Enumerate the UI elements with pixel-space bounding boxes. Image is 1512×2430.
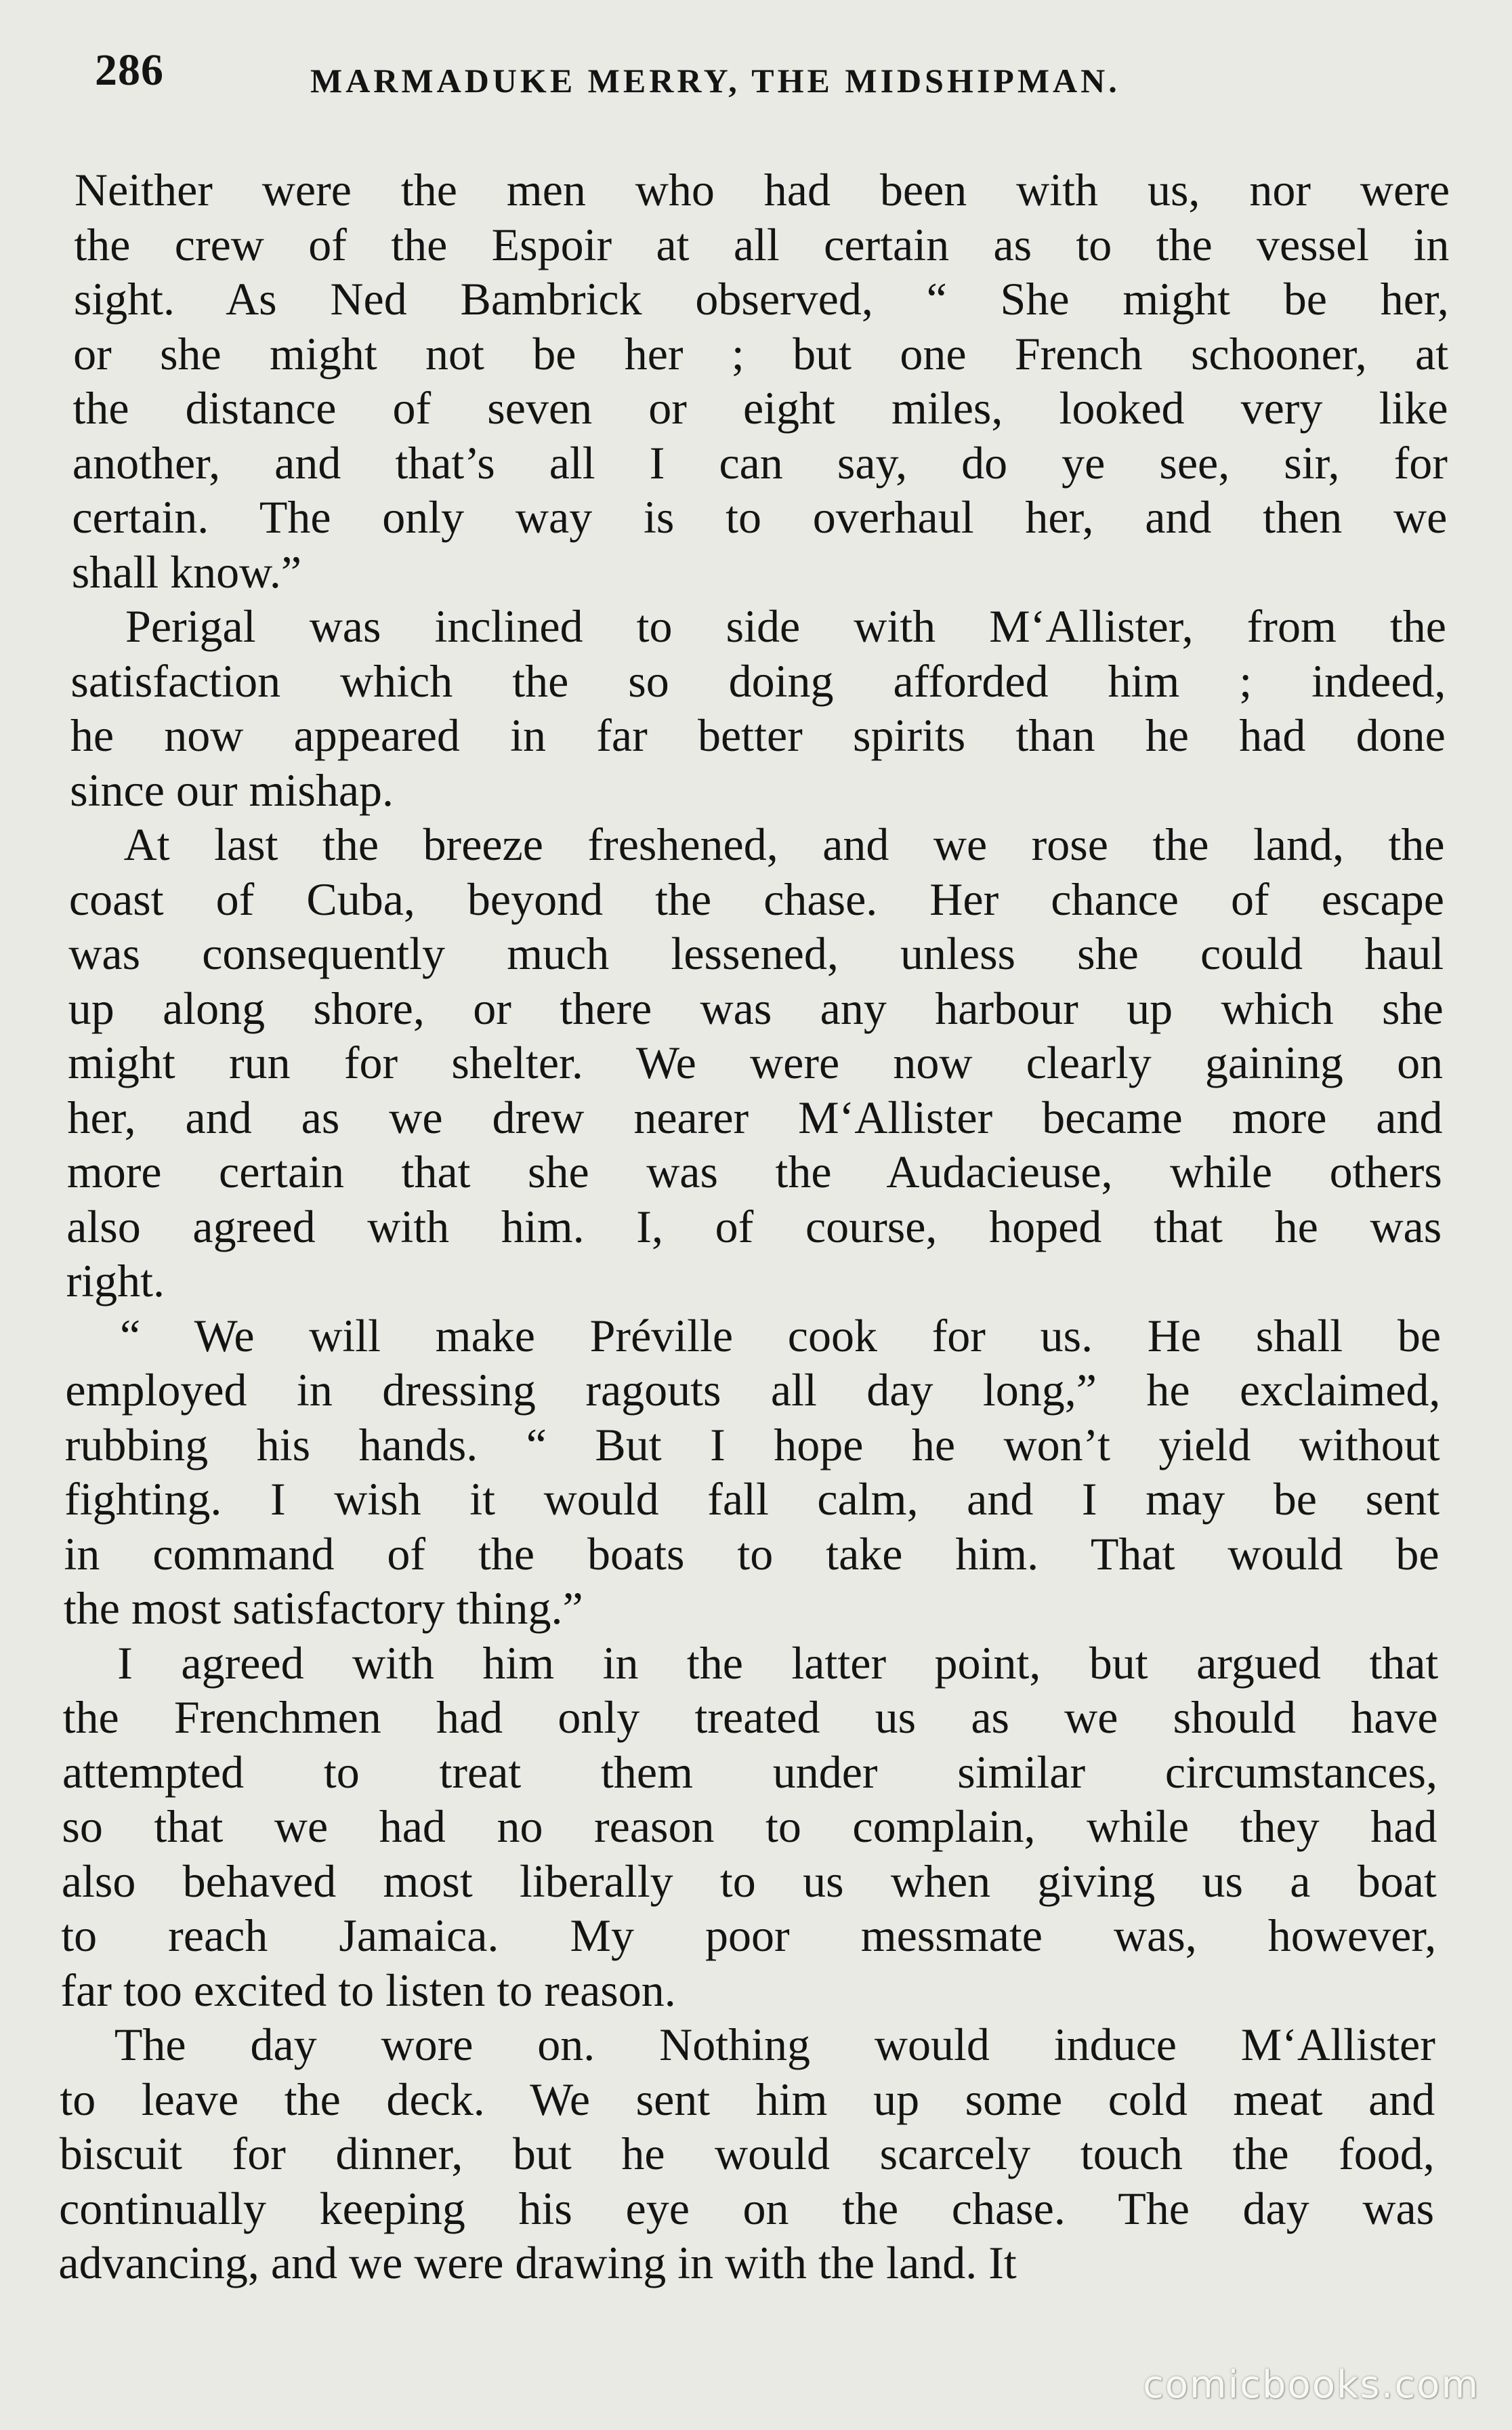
text-line: certain. The only way is to overhaul her, and then we [72,491,1448,543]
text-line: right. [66,1255,165,1306]
text-line: shall know.” [71,545,302,598]
text-line: the Frenchmen had only treated us as we should have [62,1691,1438,1743]
text-line: fighting. I wish it would fall calm, and I may be sent [64,1473,1440,1525]
text-line: satisfaction which the so doing afforded him ; indeed, [70,655,1446,707]
text-line: in command of the boats to take him. That would be [64,1527,1440,1580]
text-line: At last the breeze freshened, and we rose the land, the [123,819,1445,870]
text-line: her, and as we drew nearer M‘Allister became more and [67,1091,1443,1143]
running-head [95,41,1436,115]
text-line: attempted to treat them under similar circumstances, [62,1746,1437,1798]
text-line: was consequently much lessened, unless she could haul [68,928,1444,979]
text-line: also behaved most liberally to us when giving us a boat [61,1855,1437,1907]
text-line: might run for shelter. We were now clearly gaining on [68,1037,1444,1088]
text-line: I agreed with him in the latter point, but argued that [117,1636,1439,1689]
text-line: far too excited to listen to reason. [60,1964,676,2016]
text-line: Perigal was inclined to side with M‘Allister, from the [125,600,1446,652]
text-line: the most satisfactory thing.” [63,1582,583,1634]
text-line: or she might not be her ; but one French schooner, at [73,327,1449,379]
text-line: also agreed with him. I, of course, hoped that he was [66,1200,1442,1252]
watermark: comicbooks.com [1142,2363,1479,2407]
text-line: he now appeared in far better spirits than he had done [70,709,1446,761]
page-number: 286 [95,45,164,95]
paragraph [63,1309,1456,1636]
text-line: “ We will make Préville cook for us. He shall be [120,1309,1441,1361]
text-line: sight. As Ned Bambrick observed, “ She might be her, [73,273,1449,325]
text-line: the crew of the Espoir at all certain as to the vessel in [74,218,1450,270]
paragraph [71,163,1456,599]
text-line: rubbing his hands. “ But I hope he won’t yield without [64,1418,1440,1470]
text-line: employed in dressing ragouts all day long,” he exclaimed, [65,1364,1441,1416]
text-line: more certain that she was the Audacieuse, while others [66,1146,1442,1197]
text-line: to reach Jamaica. My poor messmate was, however, [61,1910,1437,1961]
body-text [58,163,1456,2290]
text-line: since our mishap. [70,764,394,816]
paragraph [70,599,1456,817]
text-line: advancing, and we were drawing in with the land. It [58,2237,1017,2288]
text-line: another, and that’s all I can say, do ye see, sir, for [72,436,1448,489]
text-line: up along shore, or there was any harbour up which she [68,982,1444,1034]
text-line: Neither were the men who had been with us, nor were [75,164,1450,215]
book-title: MARMADUKE MERRY, THE MIDSHIPMAN. [310,62,1120,100]
text-line: continually keeping his eye on the chase. The day was [59,2182,1435,2234]
paragraph [58,2017,1456,2290]
text-line: The day wore on. Nothing would induce M‘Allister [114,2019,1435,2070]
text-line: coast of Cuba, beyond the chase. Her chance of escape [68,873,1444,925]
text-line: to leave the deck. We sent him up some cold meat and [60,2073,1435,2125]
text-line: biscuit for dinner, but he would scarcely touch the food, [59,2128,1435,2179]
text-line: the distance of seven or eight miles, looked very like [72,382,1448,434]
paragraph [66,817,1456,1309]
text-line: so that we had no reason to complain, while they had [62,1800,1437,1852]
paragraph [60,1636,1456,2018]
